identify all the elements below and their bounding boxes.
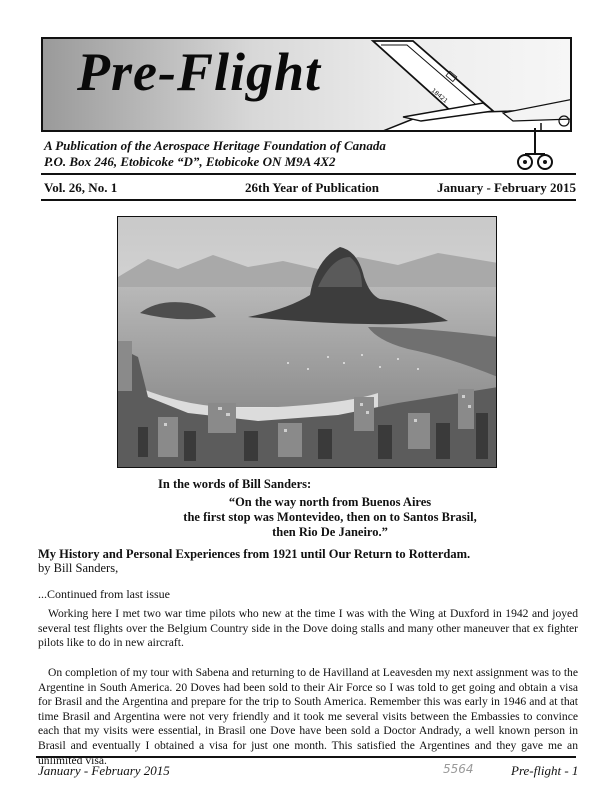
masthead-banner	[41, 37, 572, 132]
caption-quote-line: the first stop was Montevideo, then on to Santos Brasil,	[183, 510, 477, 524]
caption-lead: In the words of Bill Sanders:	[158, 477, 312, 491]
landscape-photo-icon	[118, 217, 497, 468]
article-title: My History and Personal Experiences from 1921 until Our Return to Rotterdam.	[38, 547, 471, 561]
continued-note: ...Continued from last issue	[38, 587, 170, 601]
volume-number: Vol. 26, No. 1	[44, 180, 118, 195]
article-paragraph	[38, 607, 578, 651]
footer-date: January - February 2015	[38, 763, 170, 778]
footer-page-number: Pre-flight - 1	[511, 763, 579, 778]
masthead-title: Pre-Flight	[77, 42, 322, 102]
cover-photo	[117, 216, 497, 468]
caption-quote-line: “On the way north from Buenos Aires	[228, 495, 432, 509]
paragraph-text: On completion of my tour with Sabena and returning to de Havilland at Leavesden my next assignment was to the Argentine in South America. 20 Doves had been sold to their Air Force so I was told to get going and obtain a visa for Brasil and the Argentina and prepare for the trip to South America. Remember this was early in 1946 and at that time Brasil and Argentina were not very friendly and it took me several visits between the Embassies to convince each that my visits were essential, in Brasil one Dove have been sold a Doctor Andrady, a well known person in Brasil and eventually I obtained a visa for just one month. This satisfied the Argentines and they gave me an unlimited visa.	[38, 666, 578, 767]
footer-stamp: 5564	[443, 762, 474, 776]
address-line: P.O. Box 246, Etobicoke “D”, Etobicoke ON M9A 4X2	[44, 154, 336, 169]
jet-aircraft-icon	[343, 39, 572, 132]
divider-bottom	[41, 199, 576, 201]
divider-top	[41, 173, 576, 175]
aircraft-registration: 18421	[429, 87, 449, 105]
landing-gear-icon	[515, 128, 555, 172]
year-of-publication: 26th Year of Publication	[245, 180, 379, 195]
publisher-line: A Publication of the Aerospace Heritage Foundation of Canada	[44, 138, 386, 153]
article-paragraph	[38, 666, 578, 768]
article-byline: by Bill Sanders,	[38, 561, 119, 575]
paragraph-text: Working here I met two war time pilots who new at the time I was with the Wing at Duxford in 1942 and joyed several test flights over the Belgium Country side in the Dove doing stalls and many other maneuver that ex fighter pilots like to do in new aircraft.	[38, 607, 578, 650]
caption-quote-line: then Rio De Janeiro.”	[272, 525, 388, 539]
issue-date: January - February 2015	[437, 180, 577, 195]
footer-divider	[36, 756, 576, 758]
